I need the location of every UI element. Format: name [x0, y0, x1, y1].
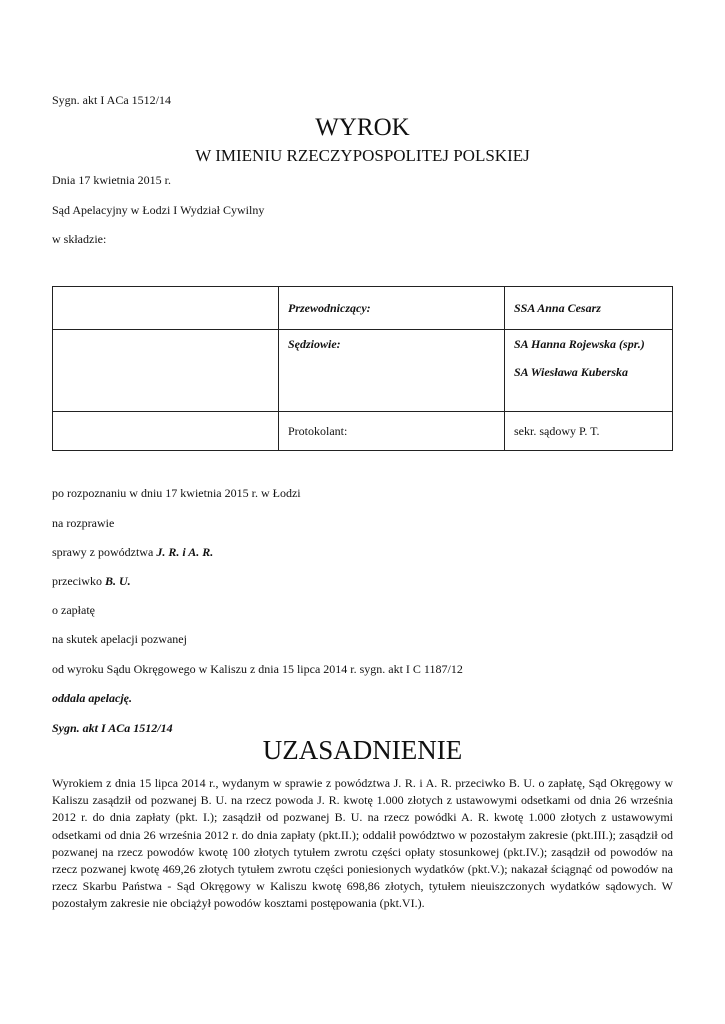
presiding-label: Przewodniczący:	[279, 287, 505, 330]
against-prefix: przeciwko	[52, 574, 105, 588]
table-row	[53, 330, 673, 412]
ruling: oddala apelację.	[52, 691, 132, 705]
plaintiffs: J. R. i A. R.	[156, 545, 214, 559]
case-reference: Sygn. akt I ACa 1512/14	[52, 93, 171, 107]
appeal-line: na skutek apelacji pozwanej	[52, 632, 187, 646]
justification-text: Wyrokiem z dnia 15 lipca 2014 r., wydanym w sprawie z powództwa J. R. i A. R. przeciwko B. U. o zapłatę, Sąd Okręgowy w Kaliszu zasądził od pozwanej B. U. na rzecz powoda J. R. kwotę 1.000 złotych z ustawowymi odsetkami od dnia 26 września 2012 r. do dnia zapłaty (pkt. I.); zasądził od pozwanej B. U. na rzecz powódki A. R. kwotę 1.000 złotych z ustawowymi odsetkami od dnia 26 września 2012 r. do dnia zapłaty (pkt.II.); oddalił powództwo w pozostałym zakresie (pkt.III.); zasądził od pozwanej na rzecz powodów kwotę 100 złotych tytułem zwrotu części opłaty stosunkowej (pkt.IV.); zasądził od powodów na rzecz pozwanej kwotę 469,26 złotych tytułem zwrotu części poniesionych wydatków (pkt.V.); nakazał ściągnąć od powodów na rzecz Skarbu Państwa - Sąd Okręgowy w Kaliszu kwotę 698,86 złotych, tytułem nieuiszczonych wydatków sądowych. W pozostałym zakresie nie obciążył powodów kosztami postępowania (pkt.VI.).	[52, 776, 673, 911]
subject-line: o zapłatę	[52, 603, 95, 617]
court-name: Sąd Apelacyjny w Łodzi I Wydział Cywilny	[52, 203, 265, 217]
table-row	[53, 412, 673, 451]
judge-name: SA Wiesława Kuberska	[514, 365, 629, 379]
composition-label: w składzie:	[52, 232, 107, 246]
table-cell-empty	[53, 330, 279, 412]
document-title: WYROK	[315, 114, 410, 141]
claim-prefix: sprawy z powództwa	[52, 545, 157, 559]
judges-label: Sędziowie:	[279, 330, 505, 412]
justification-heading: UZASADNIENIE	[262, 735, 463, 765]
presiding-judge: SSA Anna Cesarz	[505, 287, 673, 330]
judgment-date: Dnia 17 kwietnia 2015 r.	[52, 173, 171, 187]
against-line	[52, 574, 131, 589]
judges-list	[505, 330, 673, 412]
document-subtitle: W IMIENIU RZECZYPOSPOLITEJ POLSKIEJ	[195, 146, 530, 165]
case-reference-2: Sygn. akt I ACa 1512/14	[52, 721, 173, 735]
claim-line	[52, 545, 213, 560]
judge-name: SA Hanna Rojewska (spr.)	[514, 337, 645, 351]
defendant: B. U.	[104, 574, 131, 588]
clerk-name: sekr. sądowy P. T.	[505, 412, 673, 451]
hearing-line: po rozpoznaniu w dniu 17 kwietnia 2015 r. w Łodzi	[52, 486, 301, 500]
judgment-reference: od wyroku Sądu Okręgowego w Kaliszu z dnia 15 lipca 2014 r. sygn. akt I C 1187/12	[52, 662, 463, 676]
clerk-label: Protokolant:	[279, 412, 505, 451]
court-panel-table	[52, 286, 673, 451]
table-cell-empty	[53, 287, 279, 330]
table-row	[53, 287, 673, 330]
trial-line: na rozprawie	[52, 516, 115, 530]
table-cell-empty	[53, 412, 279, 451]
